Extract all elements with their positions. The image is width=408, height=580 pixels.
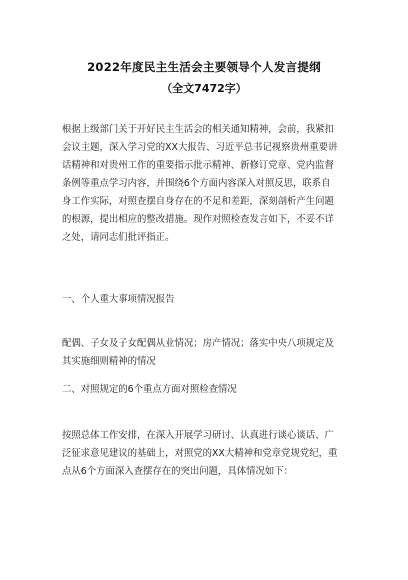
paragraph-line: 的根源，提出相应的整改措施。现作对照检查发言如下，不妥不详 [62, 214, 334, 225]
paragraph-line: 按照总体工作安排，在深入开展学习研讨、认真进行谈心谈话、广 [62, 430, 334, 441]
section-1-paragraph [62, 335, 352, 371]
paragraph-line: 点从6个方面深入查摆存在的突出问题，具体情况如下： [62, 466, 293, 477]
paragraph-line: 配偶、子女及子女配偶从业情况；房产情况；落实中央八项规定及 [62, 338, 334, 349]
paragraph-line: 根据上级部门关于开好民主生活会的相关通知精神，会前，我紧扣 [62, 124, 334, 135]
document-title: 2022年度民主生活会主要领导个人发言提纲 [87, 60, 321, 74]
paragraph-line: 会议主题，深入学习党的XX大报告、习近平总书记视察贵州重要讲 [62, 142, 338, 153]
paragraph-line: 条例等重点学习内容，并围绕6个方面内容深入对照反思，联系自 [62, 178, 331, 189]
section-2-paragraph [62, 427, 352, 481]
paragraph-line: 话精神和对贵州工作的重要指示批示精神、新修订党章、党内监督 [62, 160, 334, 171]
paragraph-line: 泛征求意见建议的基础上，对照党的XX大精神和党章党规党纪，重 [62, 448, 338, 459]
section-heading-1 [62, 291, 352, 309]
paragraph-line: 其实施细则精神的情况 [62, 356, 156, 367]
heading-text: 一、个人重大事项情况报告 [62, 294, 175, 305]
document-subtitle: （全文7472字） [161, 82, 247, 95]
intro-paragraph [62, 121, 352, 247]
section-heading-2 [62, 381, 352, 399]
paragraph-line: 之处，请同志们批评指正。 [62, 232, 175, 243]
heading-text: 二、对照规定的6个重点方面对照检查情况 [62, 384, 237, 395]
paragraph-line: 身工作实际，对照查摆自身存在的不足和差距，深刻剖析产生问题 [62, 196, 334, 207]
